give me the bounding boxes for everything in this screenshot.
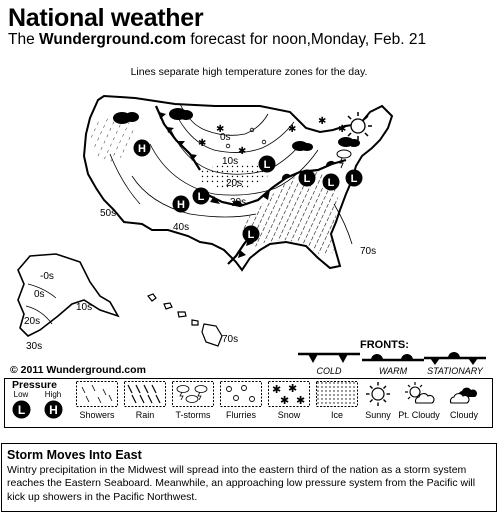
rain-icon [124, 381, 166, 407]
subtitle-brand: Wunderground.com [39, 31, 186, 48]
legend-showers [74, 381, 120, 420]
subtitle-suffix: forecast for noon,Monday, Feb. 21 [190, 31, 427, 48]
high-pressure-symbol [44, 400, 63, 419]
svg-text:✱: ✱ [238, 146, 247, 157]
fronts-title: FRONTS: [360, 339, 409, 351]
low-label: Low [13, 390, 29, 399]
subtitle-prefix: The [8, 31, 35, 48]
temp-label: 0s [220, 132, 231, 143]
ice-label: Ice [330, 410, 343, 420]
warm-front-label: WARM [378, 366, 408, 376]
legend-partly-cloudy [397, 381, 441, 420]
story-box [1, 443, 497, 512]
legend-flurries [218, 381, 264, 420]
svg-text:H: H [49, 403, 58, 417]
showers-icon [76, 381, 118, 407]
temp-label: 20s [226, 178, 243, 189]
legend-ice [314, 381, 360, 420]
legend-snow [266, 381, 312, 420]
temp-label: 10s [76, 302, 93, 313]
low-pressure-center [259, 156, 276, 173]
hawaii-outline [148, 294, 222, 346]
cold-front-legend [294, 350, 364, 378]
map-caption: Lines separate high temperature zones for the day. [130, 66, 368, 78]
svg-text:H: H [138, 143, 146, 155]
snow-icon [268, 381, 310, 407]
svg-text:L: L [350, 173, 358, 185]
temp-label: 40s [173, 222, 190, 233]
temp-label: 70s [360, 246, 377, 257]
legend-sunny [358, 381, 398, 420]
temp-label: 70s [222, 334, 239, 345]
svg-text:✱: ✱ [318, 116, 327, 127]
temp-label: 0s [34, 289, 45, 300]
flurries-icon [220, 381, 262, 407]
svg-text:L: L [17, 403, 26, 417]
legend-tstorms [170, 381, 216, 420]
svg-text:L: L [327, 177, 335, 189]
svg-text:✱: ✱ [280, 394, 290, 407]
svg-text:H: H [177, 199, 185, 211]
svg-text:✱: ✱ [338, 124, 347, 135]
svg-text:✱: ✱ [198, 138, 207, 149]
low-pressure-symbol [12, 400, 31, 419]
warm-front-symbol [358, 350, 428, 366]
svg-text:✱: ✱ [288, 382, 298, 395]
stationary-front-symbol [420, 350, 490, 366]
low-pressure-center [346, 170, 363, 187]
cold-front-symbol [294, 350, 364, 366]
page-subtitle [8, 31, 426, 49]
legend-cloudy [442, 381, 486, 420]
us-weather-map [0, 84, 498, 364]
svg-text:✱: ✱ [216, 124, 225, 135]
warm-front-legend [358, 350, 428, 378]
story-body: Wintry precipitation in the Midwest will spread into the eastern third of the nation as a storm system reaches the Eastern Seaboard. Meanwhile, an approaching low pressure system from the Pacific will kick up showers in the Pacific Northwest. [7, 464, 476, 503]
tstorms-label: T-storms [175, 410, 211, 420]
partly-cloudy-icon [402, 381, 436, 407]
cloudy-label: Cloudy [449, 410, 478, 420]
temp-label: 50s [100, 208, 117, 219]
pressure-title: Pressure [12, 379, 57, 391]
partly-cloudy-label: Pt. Cloudy [398, 410, 440, 420]
stationary-front-label: STATIONARY [427, 366, 483, 376]
story-title: Storm Moves Into East [7, 448, 142, 462]
low-pressure-center [193, 188, 210, 205]
copyright: © 2011 Wunderground.com [10, 364, 146, 376]
stationary-front-legend [420, 350, 490, 378]
svg-text:L: L [303, 173, 311, 185]
temp-label: -0s [40, 271, 54, 282]
svg-text:✱: ✱ [272, 383, 282, 396]
temp-label: 10s [222, 156, 239, 167]
svg-text:✱: ✱ [288, 124, 297, 135]
low-pressure-center [243, 226, 260, 243]
svg-text:✱: ✱ [296, 394, 306, 407]
page-title: National weather [8, 4, 204, 32]
sunny-icon [363, 381, 393, 407]
tstorms-icon [172, 381, 214, 407]
ice-icon [316, 381, 358, 407]
svg-text:L: L [247, 229, 255, 241]
temp-label: 20s [24, 316, 41, 327]
high-pressure-center [134, 140, 151, 157]
sunny-label: Sunny [365, 410, 391, 420]
cloudy-icon [447, 381, 481, 407]
svg-text:L: L [197, 191, 205, 203]
low-pressure-center [299, 170, 316, 187]
low-pressure-center [323, 174, 340, 191]
legend-rain [122, 381, 168, 420]
temp-label: 30s [230, 197, 247, 208]
showers-label: Showers [79, 410, 115, 420]
rain-label: Rain [135, 410, 155, 420]
temp-label: 30s [26, 341, 43, 352]
high-pressure-center [173, 196, 190, 213]
cold-front-label: COLD [316, 366, 342, 376]
flurries-label: Flurries [225, 410, 256, 420]
high-label: High [44, 390, 62, 399]
svg-text:L: L [263, 159, 271, 171]
snow-label: Snow [277, 410, 301, 420]
